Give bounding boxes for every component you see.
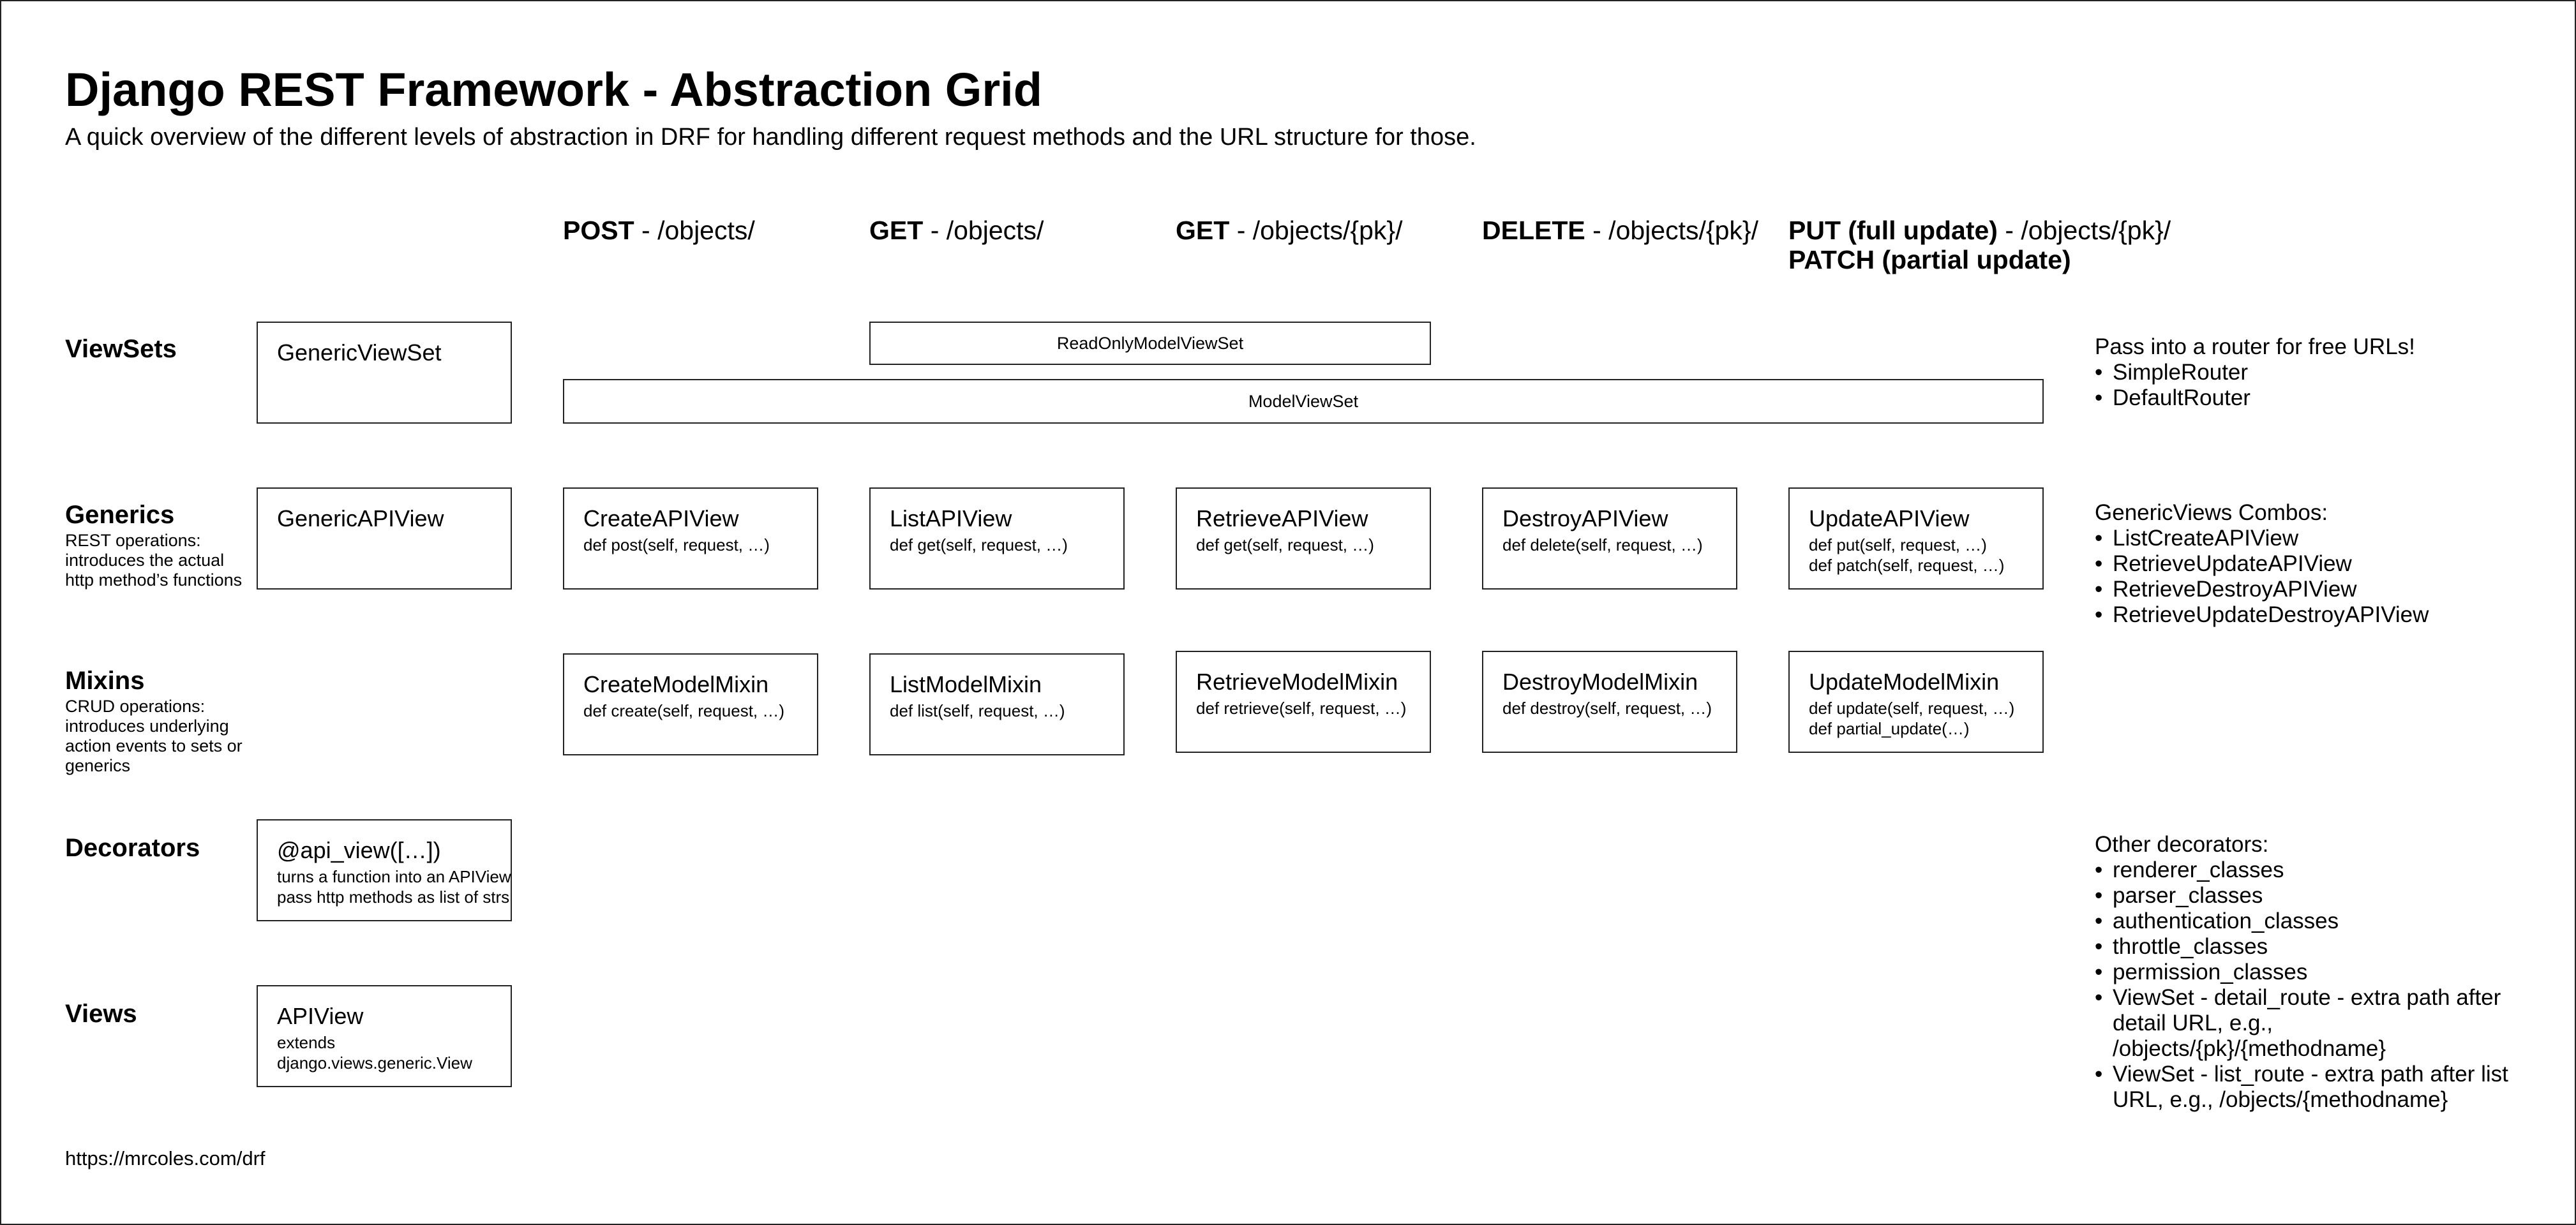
note-item-text: ViewSet - list_route - extra path after list URL, e.g., /objects/{methodname} xyxy=(2113,1062,2508,1112)
box-description-line: extends xyxy=(277,1033,336,1052)
column-path: - /objects/ xyxy=(634,216,755,245)
column-method: GET xyxy=(1176,216,1230,245)
box-description-line: turns a function into an APIView xyxy=(277,867,511,886)
box-readonly-model-viewset xyxy=(869,322,1431,365)
column-method: PUT (full update) xyxy=(1788,216,1998,245)
box-title: UpdateAPIView xyxy=(1809,505,1970,531)
box-title: GenericAPIView xyxy=(277,505,444,531)
note-item-text: permission_classes xyxy=(2113,960,2308,984)
note-list xyxy=(2095,858,2542,1113)
box-list-api-view xyxy=(869,487,1125,590)
box-title: ListModelMixin xyxy=(890,671,1042,697)
column-header-delete xyxy=(1482,216,1758,245)
column-path: - /objects/{pk}/ xyxy=(1585,216,1758,245)
note-item: • permission_classes xyxy=(2095,960,2308,984)
box-method-line: def get(self, request, …) xyxy=(1196,535,1374,554)
row-label-viewsets xyxy=(65,334,244,364)
box-list-model-mixin xyxy=(869,653,1125,755)
box-create-api-view xyxy=(563,487,818,590)
row-label-views xyxy=(65,999,244,1028)
box-method-line: def list(self, request, …) xyxy=(890,701,1065,720)
footer-url[interactable]: https://mrcoles.com/drf xyxy=(65,1147,266,1169)
note-item-text: ListCreateAPIView xyxy=(2113,526,2299,551)
box-generic-api-view xyxy=(257,487,512,590)
box-method-line: def put(self, request, …) xyxy=(1809,535,1987,554)
column-path: - /objects/{pk}/ xyxy=(1997,216,2171,245)
box-api-view-decorator xyxy=(257,819,512,921)
note-item: • renderer_classes xyxy=(2095,858,2284,882)
note-item-text: RetrieveDestroyAPIView xyxy=(2113,577,2357,602)
note-item-text: SimpleRouter xyxy=(2113,360,2249,385)
box-title: APIView xyxy=(277,1003,364,1029)
column-method: DELETE xyxy=(1482,216,1585,245)
box-method-line: def delete(self, request, …) xyxy=(1502,535,1703,554)
note-item-text: renderer_classes xyxy=(2113,858,2284,882)
box-title: RetrieveModelMixin xyxy=(1196,669,1398,695)
note-title: GenericViews Combos: xyxy=(2095,500,2328,525)
box-title: ModelViewSet xyxy=(1248,391,1359,411)
row-label-generics xyxy=(65,500,244,590)
box-method-line: def get(self, request, …) xyxy=(890,535,1068,554)
page-title: Django REST Framework - Abstraction Grid xyxy=(65,63,1042,116)
box-title: RetrieveAPIView xyxy=(1196,505,1368,531)
note-item: • DefaultRouter xyxy=(2095,385,2250,410)
row-label-decorators xyxy=(65,833,244,863)
column-header-get-list xyxy=(869,216,1044,245)
box-title: GenericViewSet xyxy=(277,339,442,366)
note-item: • RetrieveUpdateAPIView xyxy=(2095,551,2352,576)
box-model-viewset xyxy=(563,379,2044,424)
box-create-model-mixin xyxy=(563,653,818,755)
note-item-text: parser_classes xyxy=(2113,883,2263,908)
box-title: CreateModelMixin xyxy=(583,671,769,697)
box-method-line: def retrieve(self, request, …) xyxy=(1196,699,1407,718)
note-generic-combos xyxy=(2095,500,2542,628)
note-item: • RetrieveUpdateDestroyAPIView xyxy=(2095,602,2429,627)
note-item: • RetrieveDestroyAPIView xyxy=(2095,577,2357,602)
note-item: • ViewSet - detail_route - extra path after detail URL, e.g., /objects/{pk}/{methodname} xyxy=(2095,985,2501,1061)
box-title: UpdateModelMixin xyxy=(1809,669,2000,695)
row-title: Decorators xyxy=(65,834,200,862)
column-header-get-detail xyxy=(1176,216,1403,245)
note-list xyxy=(2095,360,2542,411)
note-list xyxy=(2095,526,2542,628)
note-item: • throttle_classes xyxy=(2095,934,2268,959)
box-title: DestroyAPIView xyxy=(1502,505,1668,531)
note-item-text: throttle_classes xyxy=(2113,934,2268,959)
note-other-decorators xyxy=(2095,832,2542,1113)
box-retrieve-api-view xyxy=(1176,487,1431,590)
box-api-view xyxy=(257,985,512,1087)
column-header-post xyxy=(563,216,755,245)
row-label-mixins xyxy=(65,666,244,776)
note-item: • ListCreateAPIView xyxy=(2095,526,2299,551)
box-destroy-api-view xyxy=(1482,487,1737,590)
page-subtitle: A quick overview of the different levels of abstraction in DRF for handling different request methods and the URL structure for those. xyxy=(65,124,1476,151)
box-title: ListAPIView xyxy=(890,505,1012,531)
column-method: GET xyxy=(869,216,924,245)
note-routers xyxy=(2095,334,2542,411)
note-title: Pass into a router for free URLs! xyxy=(2095,334,2415,359)
box-update-api-view xyxy=(1788,487,2044,590)
box-title: ReadOnlyModelViewSet xyxy=(1056,333,1244,353)
box-retrieve-model-mixin xyxy=(1176,651,1431,753)
note-item-text: RetrieveUpdateAPIView xyxy=(2113,551,2352,576)
box-destroy-model-mixin xyxy=(1482,651,1737,753)
box-generic-viewset xyxy=(257,322,512,424)
note-item: • parser_classes xyxy=(2095,883,2263,908)
box-update-model-mixin xyxy=(1788,651,2044,753)
note-item-text: ViewSet - detail_route - extra path after detail URL, e.g., /objects/{pk}/{methodname} xyxy=(2113,985,2501,1061)
note-item: • SimpleRouter xyxy=(2095,360,2249,385)
box-method-line: def post(self, request, …) xyxy=(583,535,770,554)
box-title: CreateAPIView xyxy=(583,505,739,531)
column-path: - /objects/ xyxy=(923,216,1044,245)
box-title: DestroyModelMixin xyxy=(1502,669,1698,695)
note-item: • authentication_classes xyxy=(2095,909,2339,933)
row-title: Generics xyxy=(65,501,175,529)
row-description: REST operations: introduces the actual http method’s functions xyxy=(65,531,243,590)
column-path: - /objects/{pk}/ xyxy=(1229,216,1403,245)
note-item: • ViewSet - list_route - extra path after list URL, e.g., /objects/{methodname} xyxy=(2095,1062,2508,1112)
note-item-text: DefaultRouter xyxy=(2113,385,2250,410)
box-description-line: django.views.generic.View xyxy=(277,1053,472,1073)
row-description: CRUD operations: introduces underlying action events to sets or generics xyxy=(65,697,243,775)
column-header-put-patch xyxy=(1788,216,2171,274)
box-method-line: def update(self, request, …) xyxy=(1809,699,2015,718)
box-title: @api_view([…]) xyxy=(277,837,441,863)
box-method-line: def patch(self, request, …) xyxy=(1809,556,2005,575)
row-title: Mixins xyxy=(65,667,145,695)
box-method-line: def destroy(self, request, …) xyxy=(1502,699,1712,718)
column-method-secondary: PATCH (partial update) xyxy=(1788,245,2071,274)
row-title: Views xyxy=(65,1000,137,1028)
note-item-text: RetrieveUpdateDestroyAPIView xyxy=(2113,602,2429,627)
box-description-line: pass http methods as list of strs xyxy=(277,887,510,907)
box-method-line: def create(self, request, …) xyxy=(583,701,785,720)
row-title: ViewSets xyxy=(65,335,177,363)
column-method: POST xyxy=(563,216,634,245)
note-item-text: authentication_classes xyxy=(2113,909,2339,933)
note-title: Other decorators: xyxy=(2095,832,2269,857)
box-method-line: def partial_update(…) xyxy=(1809,719,1970,738)
